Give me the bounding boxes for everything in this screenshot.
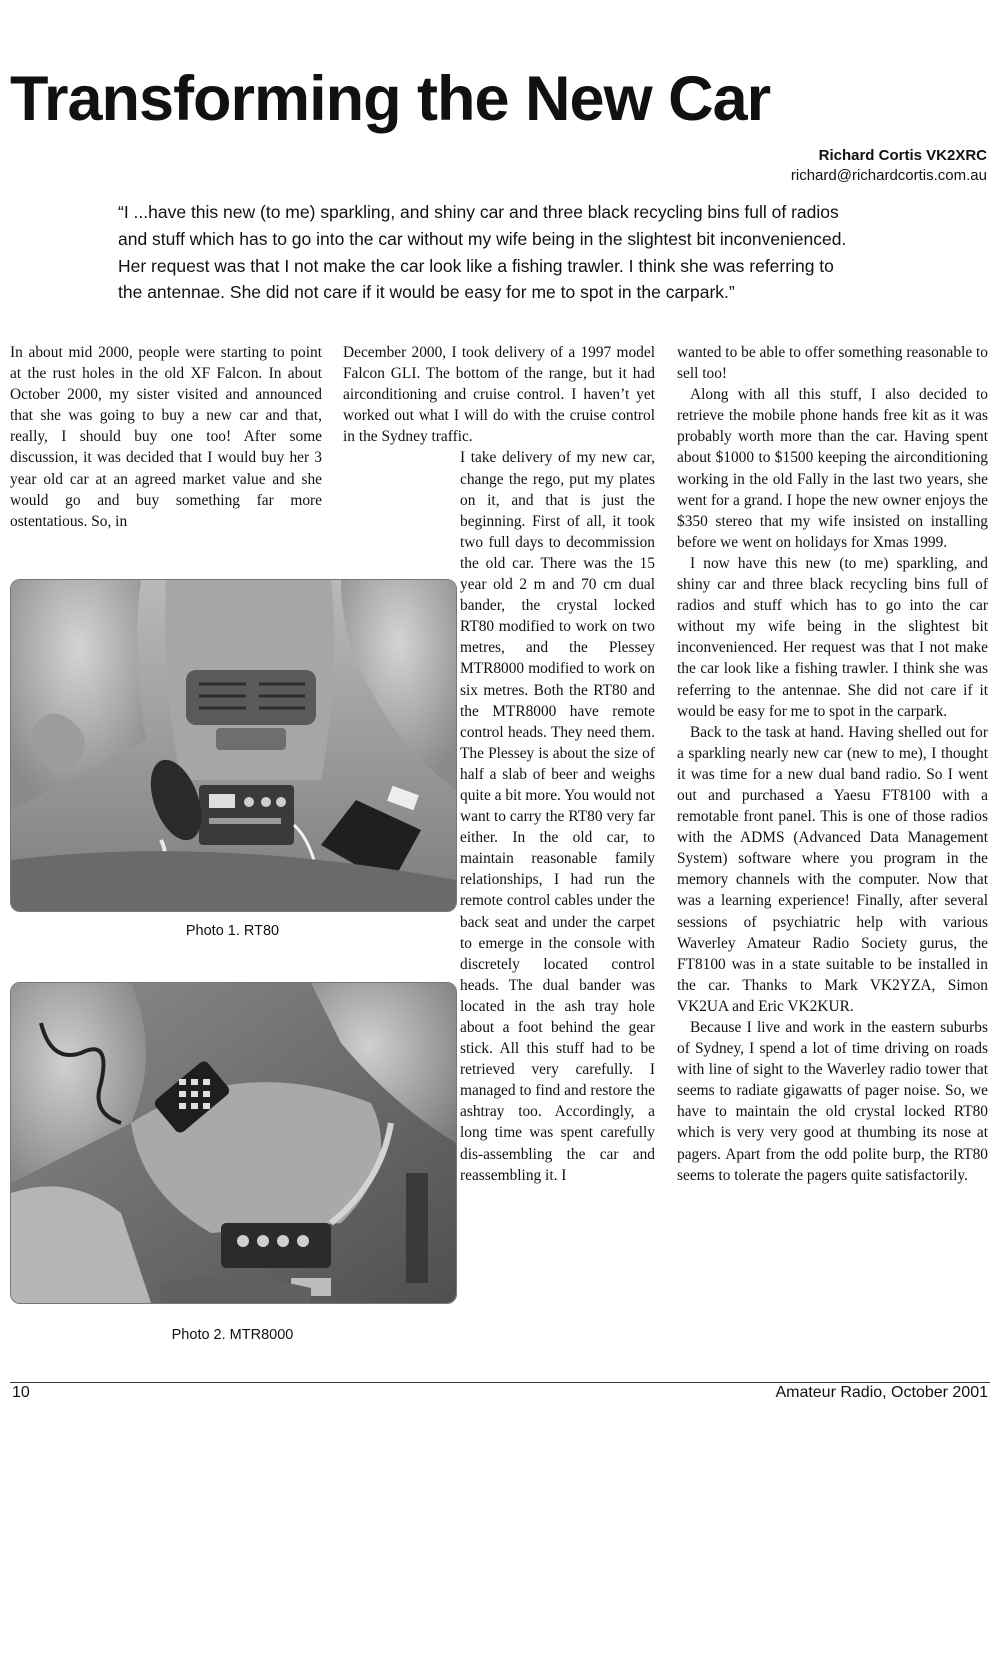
- photo-rt80-caption: Photo 1. RT80: [185, 923, 280, 939]
- pull-quote: “I ...have this new (to me) sparkling, and shiny car and three black recycling bins full of radios and stuff which has to go into the car without my wife being in the slightest bit inconvenienced. Her request was that I not make the car look like a fishing trawler. I think she was referring to the antennae. She did not care if it would be easy for me to spot in the carpark.”: [118, 202, 847, 303]
- paragraph: Because I live and work in the eastern suburbs of Sydney, I spend a lot of time driving on roads with line of sight to the Waverley radio tower that seems to radiate gigawatts of pager noise. So, we have to maintain the old crystal locked RT80 which is very very good at thumbing its nose at pagers. Apart from the odd polite burp, the RT80 seems to tolerate the pagers quite satisfactorily.: [677, 1019, 988, 1184]
- page-number: 10: [12, 1384, 30, 1401]
- photo-mtr8000: [10, 982, 457, 1304]
- author-name: Richard Cortis VK2XRC: [818, 147, 987, 164]
- paragraph: I now have this new (to me) sparkling, and shiny car and three black recycling bins full of radios and stuff which has to go into the car without my wife being in the slightest bit inconvenienced. Her request was that I not make the car look like a fishing trawler. I think she was referring to the antennae. She did not care if it would be easy for me to spot in the carpark.: [677, 554, 988, 720]
- photo-mtr8000-caption: Photo 2. MTR8000: [171, 1327, 294, 1343]
- paragraph: Back to the task at hand. Having shelled out for a sparkling nearly new car (new to me), I thought it was time for a new dual band radio. So I went out and purchased a Yaesu FT8100 with a remotable front panel. This is one of those radios with the ADMS (Advanced Data Management System) software where you program in the memory channels with the computer. Now that was a learning experience! Finally, after several sessions of psychiatric help with various Waverley Amateur Radio Society gurus, the FT8100 was in a state suitable to be installed in the car. Thanks to Mark VK2YZA, Simon VK2UA and Eric VK2KUR.: [677, 723, 988, 1015]
- footer-rule: [10, 1382, 990, 1383]
- photo-rt80: [10, 579, 457, 912]
- paragraph: December 2000, I took delivery of a 1997 model Falcon GLI. The bottom of the range, but it had airconditioning and cruise control. I haven’t yet worked out what I will do with the cruise control in the Sydney traffic.: [343, 344, 655, 446]
- photo-mtr8000-image: [11, 983, 456, 1303]
- byline: [791, 146, 987, 186]
- publication-info: Amateur Radio, October 2001: [775, 1384, 988, 1401]
- paragraph: In about mid 2000, people were starting to point at the rust holes in the old XF Falcon. In about October 2000, my sister visited and announced that she was going to buy a new car and that, really, I should buy one too! After some discussion, it was decided that I would buy her 3 year old car at an agreed market value and she would go and buy something far more ostentatious. So, in: [10, 344, 322, 530]
- photo-rt80-image: [11, 580, 456, 911]
- article-title: Transforming the New Car: [10, 64, 771, 134]
- body-column-1: [10, 342, 322, 532]
- body-column-3: [677, 342, 988, 1186]
- paragraph: Along with all this stuff, I also decided to retrieve the mobile phone hands free kit as it was probably worth more than the car. Having spent about $1000 to $1500 keeping the airconditioning working in the old Fally in the last two years, she went for a grand. I hope the new owner enjoys the $350 stereo that my wife insisted on installing before we went on holidays for Xmas 1999.: [677, 386, 988, 551]
- author-email: richard@richardcortis.com.au: [790, 167, 987, 184]
- paragraph: wanted to be able to offer something reasonable to sell too!: [677, 344, 988, 383]
- paragraph: I take delivery of my new car, change the rego, put my plates on it, and that is just the beginning. First of all, it took two full days to decommission the old car. There was the 15 year old 2 m and 70 cm dual bander, the crystal locked RT80 modified to work on two metres, and the Plessey MTR8000 modified to work on six metres. Both the RT80 and the MTR8000 have remote control heads. They need them. The Plessey is about the size of half a slab of beer and weighs quite a bit more. You would not want to carry the RT80 very far either. In the old car, to maintain reasonable family relationships, I had run the remote control cables under the back seat and under the carpet to emerge in the console with discretely located control heads. The dual bander was located in the ash tray hole about a foot behind the gear stick. All this stuff had to be retrieved very carefully. I managed to find and restore the ashtray too. Accordingly, a long time was spent carefully dis-assembling the car and reassembling it. I: [460, 449, 655, 1184]
